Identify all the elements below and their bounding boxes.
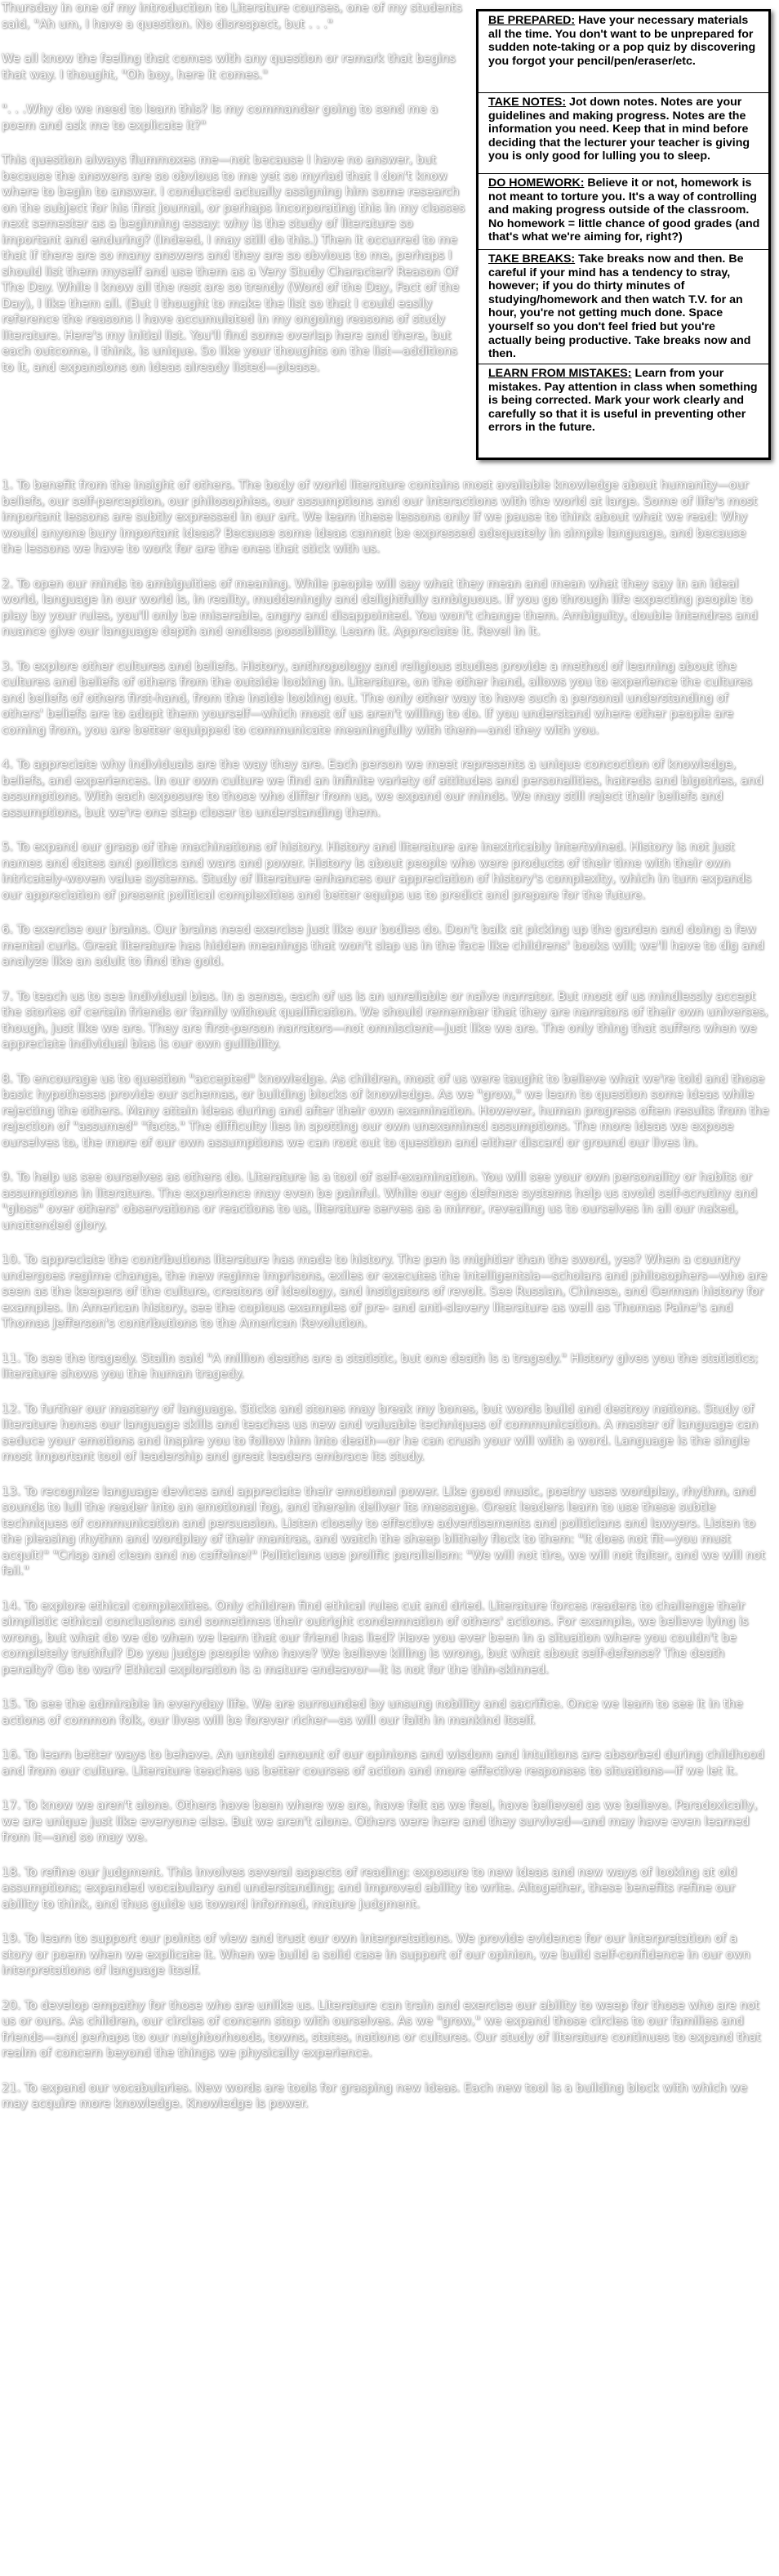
tip-title: DO HOMEWORK: [488,176,585,190]
reason-item: 10. To appreciate the contributions literature has made to history. The pen is mightier than the sword, yes? When a country undergoes regime change, the new regime imprisons, exiles or executes the intelligentsia—scholars and philosophers—who are seen as the keepers of the culture, creators of ideology, and instigators of revolt. See Russian, Chinese, and German history for examples. In American history, see the copious examples of pre- and anti-slavery literature as well as Thomas Paine's and Thomas Jefferson's contributions to the American Revolution. [2,1252,767,1330]
intro-section [2,0,469,394]
reason-item: 9. To help us see ourselves as others do. Literature is a tool of self-examination. You will see your own personality or habits or assumptions in literature. The experience may even be painful. While our ego defense systems help us avoid self-scrutiny and "gloss" over others' observations or reactions to us, literature serves as a mirror, revealing us to ourselves in all our naked, unattended glory. [2,1170,757,1232]
intro-paragraph: Thursday in one of my introduction to Literature courses, one of my students said, "Ah um, I have a question. No disrespect, but . . ." [2,1,462,31]
reason-item: 13. To recognize language devices and appreciate their emotional power. Like good music, poetry uses wordplay, rhythm, and sounds to lull the reader into an emotional fog, and therein deliver its message. Great leaders learn to use these subtle techniques of communication and persuasion. Listen closely to effective advertisements and politicians and lawyers. Listen to the pleasing rhythm and wordplay of their mantras, and watch the sheep blithely flock to them: "It does not fit—you must acquit!" "Crisp and clean and no caffeine!" Politicians use prolific parallelism: "We will not tire, we will not falter, and we will not fail." [2,1484,766,1578]
reason-item: 6. To exercise our brains. Our brains need exercise just like our bodies do. Don't balk at picking up the garden and doing a few mental curls. Great literature has hidden meanings that won't slap us in the face like childrens' books will; we'll have to dig and analyze like an adult to find the gold. [2,922,764,968]
tip-title: TAKE NOTES: [488,96,567,109]
study-tips-box [476,9,771,460]
reason-item: 20. To develop empathy for those who are unlike us. Literature can train and exercise our ability to weep for those who are not us or ours. As children, our circles of concern stop with ourselves. As we "grow," we expand those circles to our families and friends—and perhaps to our neighborhoods, towns, states, nations or cultures. Our study of literature continues to expand that realm of concern beyond the things we physically experience. [2,1998,761,2060]
reasons-list [2,477,769,2131]
reason-item: 8. To encourage us to question "accepted" knowledge. As children, most of us were taught to believe what we're told and those basic hypotheses provide our schemas, or building blocks of knowledge. As we "grow," we learn to question some ideas while rejecting the others. Many attain ideas during and after their own examination. However, human progress often results from the rejection of "assumed" "facts." The difficulty lies in spotting our own unexamined assumptions. The more ideas we expose ourselves to, the more of our own assumptions we can root out to question and either discard or ground our lives in. [2,1071,769,1150]
reason-item: 21. To expand our vocabularies. New words are tools for grasping new ideas. Each new tool is a building block with which we may acquire more knowledge. Knowledge is power. [2,2080,748,2110]
tip-text: Believe it or not, homework is not meant to torture you. It's a way of controlling and making progress outside of the classroom. No homework = little chance of good grades (and that's what we're aiming for, right?) [488,176,760,244]
intro-paragraph: This question always flummoxes me—not because I have no answer, but because the answers are so obvious to me yet so myriad that I don't know where to begin to answer. I conducted actually assigning him some research on the subject for his first journal, or perhaps incorporating this in my classes next semester as a beginning essay: why is the study of literature so important and enduring? (Indeed, I may still do this.) Then it occurred to me that if there are so many answers and they are so obvious to me, perhaps I should list them myself and use them as a Very Study Character? Reason Of The Day. While I know all the rest are so trendy (Word of the Day, Fact of the Day), I like them all. (But I thought to make the list so that I could easily reference the reasons I have accumulated in my ongoing reasons of study literature. Here's my initial list. You'll find some overlap here and there, but each outcome, I think, is unique. So like your thoughts on the list—additions to it, and expansions on ideas already listed—please. [2,153,465,374]
tip-text: Jot down notes. Notes are your guidelines and making progress. Notes are the information you need. Keep that in mind before deciding that the lecturer your teacher is giving you is only good for lulling you to sleep. [488,96,750,163]
reason-item: 11. To see the tragedy. Stalin said "A million deaths are a statistic, but one death is a tragedy." History gives you the statistics; literature shows you the human tragedy. [2,1351,759,1381]
reason-item: 5. To expand our grasp of the machinations of history. History and literature are inextricably intertwined. History is not just names and dates and politics and wars and power. History is about people who were products of their time with their own intricately-woven value systems. Study of literature enhances our appreciation of history's complexity, which in turn expands our appreciation of present political complexities and better equips us to predict and prepare for the future. [2,840,752,902]
tip-take-notes [479,93,768,174]
intro-paragraph: ". . .Why do we need to learn this? Is my commander going to send me a poem and ask me to explicate it?" [2,102,438,132]
reason-item: 7. To teach us to see individual bias. In a sense, each of us is an unreliable or naïve narrator. But most of us mindlessly accept the stories of certain friends or family without qualification. We should remember that they are narrators of their own universes, though, just like we are. They are first-person narrators—not omniscient—just like we are. The only thing that suffers when we appreciate individual bias is our own gullibility. [2,989,768,1051]
reason-item: 2. To open our minds to ambiguities of meaning. While people will say what they mean and mean what they say in an ideal world, language in our world is, in reality, muddeningly and delightfully ambiguous. If you go through life expecting people to play by your rules, you'll only be miserable, angry and disappointed. You won't change them. Ambiguity, double intendres and nuance give our language depth and endless possibility. Learn it. Appreciate it. Revel in it. [2,576,758,638]
reason-item: 19. To learn to support our points of view and trust our own interpretations. We provide evidence for our interpretation of a story or poem when we explicate it. When we build a solid case in support of our opinion, we build self-confidence in our own interpretations of language itself. [2,1931,750,1977]
tip-text: Learn from your mistakes. Pay attention in class when something is being corrected. Mark your work clearly and carefully so that it is useful in preventing other errors in the future. [488,367,758,435]
reason-item: 3. To explore other cultures and beliefs. History, anthropology and religious studies provide a method of learning about the cultures and beliefs of others from the outside looking in. Literature, on the other hand, allows you to experience the cultures and beliefs of others first-hand, from the inside looking out. The only other way to have such a personal understanding of others' beliefs are to adopt them yourself—which most of us aren't willing to do. If you understand where other people are coming from, you are better equipped to communicate meaningfully with them—and they with you. [2,659,752,737]
reason-item: 4. To appreciate why individuals are the way they are. Each person we meet represents a unique concoction of knowledge, beliefs, and experiences. In our own culture we find an infinite variety of attitudes and personalities, hatreds and bigotries, and assumptions. With each exposure to those who differ from us, we expand our minds. We may still reject their beliefs and assumptions, but we're one step closer to understanding them. [2,757,763,819]
tip-learn-from-mistakes [479,364,768,443]
reason-item: 15. To see the admirable in everyday life. We are surrounded by unsung nobility and sacrifice. Once we learn to see it in the actions of common folk, our lives will be forever richer—as will our faith in mankind itself. [2,1697,743,1727]
tip-title: TAKE BREAKS: [488,252,576,266]
tip-be-prepared [479,11,768,93]
tip-title: BE PREPARED: [488,14,576,27]
tip-do-homework [479,174,768,250]
reason-item: 18. To refine our judgment. This involves several aspects of reading: exposure to new ideas and new ways of looking at old assumptions; expanded vocabulary and understanding; and improved ability to write. Altogether, these benefits refine our ability to think, and thus guide us toward informed, mature judgment. [2,1864,737,1911]
intro-paragraph: We all know the feeling that comes with any question or remark that begins that way. I thought, "Oh boy, here it comes." [2,51,456,82]
reason-item: 1. To benefit from the insight of others. The body of world literature contains most available knowledge about humanity—our beliefs, our self-perception, our philosophies, our assumptions and our interactions with the world at large. Some of life's most important lessons are subtly expressed in our art. We learn these lessons only if we pause to think about what we read: Why would anyone bury important ideas? Because some ideas cannot be expressed adequately in simple language, and because the lessons we have to work for are the ones that stick with us. [2,478,758,556]
reason-item: 17. To know we aren't alone. Others have been where we are, have felt as we feel, have believed as we believe. Paradoxically, we are unique just like everyone else. But we aren't alone. Others were here and they survived—and may have even learned from it—and so may we. [2,1798,758,1844]
tip-text: Have your necessary materials all the time. You don't want to be unprepared for sudden note-taking or a pop quiz by discovering you forgot your pencil/pen/eraser/etc. [488,14,756,68]
reason-item: 12. To further our mastery of language. Sticks and stones may break my bones, but words build and destroy nations. Study of literature hones our language skills and teaches us new and valuable techniques of communication. A master of language can seduce your emotions and inspire you to follow him into death—or he can crush your will with a word. Language is the single most important tool of leadership and great leaders embrace its study. [2,1401,758,1463]
tip-take-breaks [479,250,768,364]
tip-title: LEARN FROM MISTAKES: [488,367,632,380]
reason-item: 14. To explore ethical complexities. Only children find ethical rules cut and dried. Literature forces readers to challenge their simplistic ethical conclusions and sometimes their outright condemnation of others' actions. For example, we believe lying is wrong, but what do we do when we learn that our friend has lied? Have you ever been in a situation where you couldn't be completely truthful? Do you judge people who have? We believe killing is wrong, but what about self-defense? The death penalty? Go to war? Ethical exploration is a mature endeavor—it is not for the thin-skinned. [2,1598,749,1676]
tip-text: Take breaks now and then. Be careful if your mind has a tendency to stray, however; if you do thirty minutes of studying/homework and then watch T.V. for an hour, you're not getting much done. Space yourself so you don't feel fried but you're actually being productive. Take breaks now and then. [488,252,751,361]
reason-item: 16. To learn better ways to behave. An untold amount of our opinions and wisdom and intuitions are absorbed during childhood and from our culture. Literature teaches us better courses of action and more effective responses to situations—if we let it. [2,1748,764,1778]
